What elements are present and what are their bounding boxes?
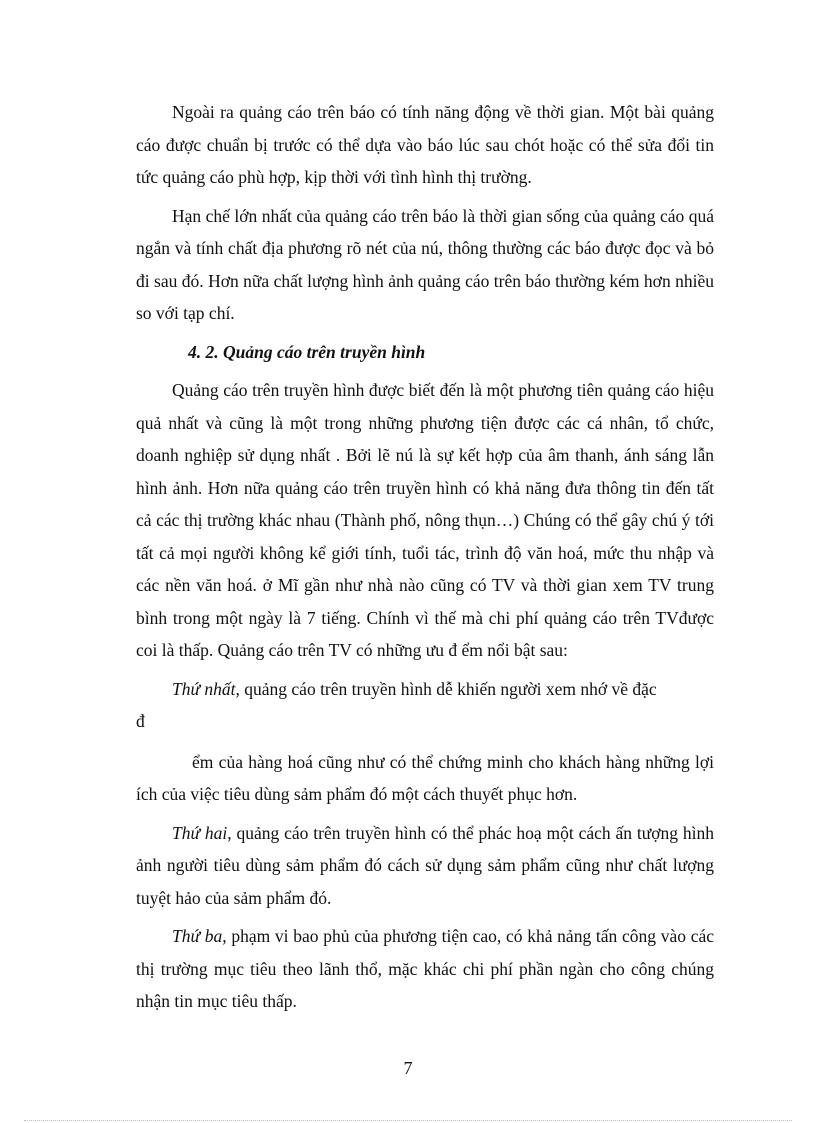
page-bottom-divider	[24, 1120, 792, 1121]
paragraph-tv-advertising: Quảng cáo trên truyền hình được biết đến là một phương tiên quảng cáo hiệu quả nhất và cũng là một trong những phương tiện được các cá nhân, tổ chức, doanh nghiệp sử dụng nhất . Bởi lẽ nú là sự kết hợp của âm thanh, ánh sáng lẫn hình ảnh. Hơn nữa quảng cáo trên truyền hình có khả năng đưa thông tin đến tất cả các thị trường khác nhau (Thành phố, nông thụn…) Chúng có thể gây chú ý tới tất cả mọi người không kể giới tính, tuổi tác, trình độ văn hoá, mức thu nhập và các nền văn hoá. ở Mĩ gần như nhà nào cũng có TV và thời gian xem TV trung bình trong một ngày là 7 tiếng. Chính vì thế mà chi phí quảng cáo trên TVđược coi là thấp. Quảng cáo trên TV có những ưu đ ểm nổi bật sau:	[136, 380, 714, 660]
paragraph-second-advantage	[136, 817, 714, 915]
second-advantage-text: , quảng cáo trên truyền hình có thể phác hoạ một cách ấn tượng hình ảnh người tiêu dùng sảm phẩm đó cách sử dụng sảm phẩm cũng như chất lượng tuyệt hảo của sảm phẩm đó.	[136, 822, 714, 908]
section-heading: 4. 2. Quảng cáo trên truyền hình	[188, 341, 426, 362]
paragraph-newspaper-flexibility: Ngoài ra quảng cáo trên báo có tính năng động về thời gian. Một bài quảng cáo được chuẩn bị trước có thể dựa vào báo lúc sau chót hoặc có thể sửa đổi tin tức quảng cáo phù hợp, kịp thời với tình hình thị trường.	[136, 102, 714, 187]
first-advantage-text: , quảng cáo trên truyền hình dễ khiến người xem nhớ về đặc	[235, 678, 657, 699]
paragraph-first-advantage	[136, 673, 714, 706]
first-advantage-break: đ	[136, 711, 145, 731]
second-advantage-lead: Thứ hai	[172, 822, 228, 843]
page-number: 7	[403, 1058, 413, 1078]
paragraph-newspaper-limitations: Hạn chế lớn nhất của quảng cáo trên báo là thời gian sống của quảng cáo quá ngắn và tính chất địa phương rõ nét của nú, thông thường các báo được đọc và bỏ đi sau đó. Hơn nữa chất lượng hình ảnh quảng cáo trên báo thường kém hơn nhiều so với tạp chí.	[136, 205, 714, 323]
third-advantage-text: , phạm vi bao phủ của phương tiện cao, có khả nảng tấn công vào các thị trường mục tiêu theo lãnh thổ, mặc khác chi phí phần ngàn cho công chúng nhận tin mục tiêu thấp.	[136, 926, 715, 1011]
document-body	[136, 96, 714, 1024]
first-advantage-continuation: ểm của hàng hoá cũng như có thể chứng minh cho khách hàng những lợi ích của việc tiêu dùng sảm phẩm đó một cách thuyết phục hơn.	[136, 751, 714, 804]
first-advantage-lead: Thứ nhất	[172, 678, 236, 699]
third-advantage-lead: Thứ ba	[172, 926, 223, 946]
paragraph-third-advantage	[136, 920, 714, 1018]
